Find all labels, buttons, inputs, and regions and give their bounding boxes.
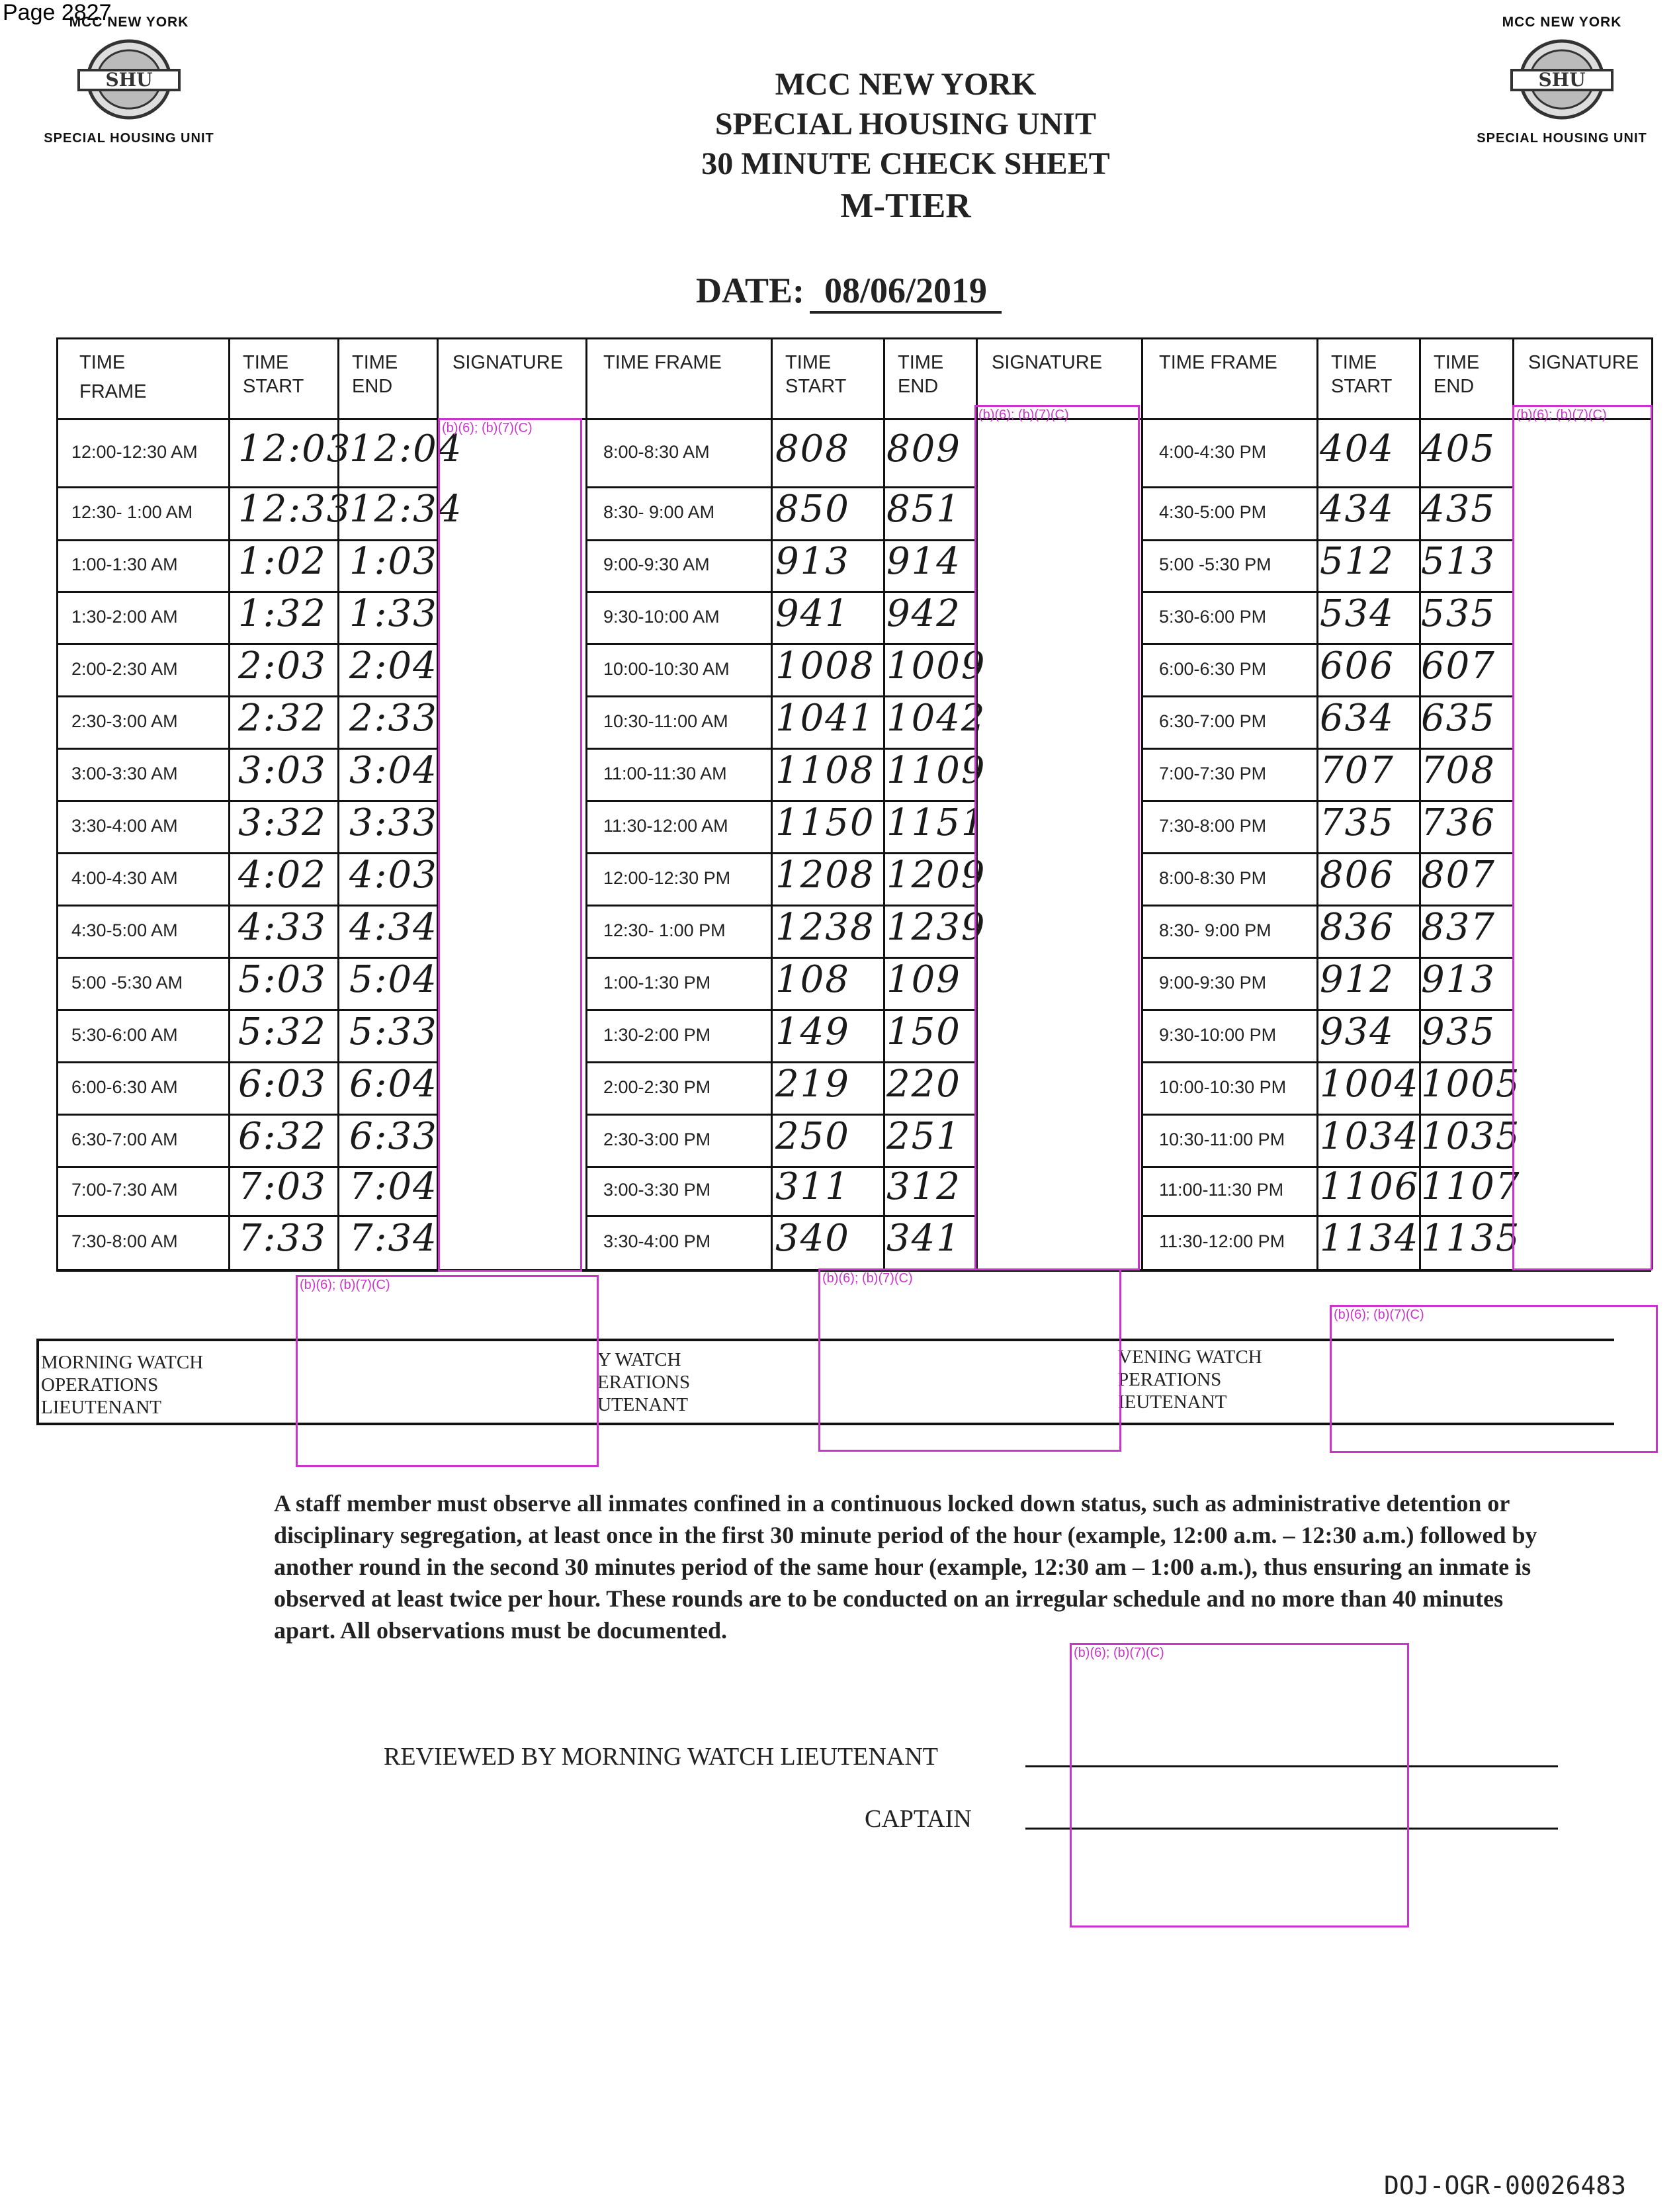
reviewed-by-label: REVIEWED BY MORNING WATCH LIEUTENANT [384,1743,939,1771]
time-end-entry: 109 [886,957,961,1001]
shu-seal-icon [1509,38,1615,121]
shu-seal-icon [76,38,182,121]
morning-lt-label: MORNING WATCH OPERATIONS LIEUTENANT [41,1352,204,1418]
time-frame-cell: 3:00-3:30 AM [71,763,178,783]
header-time-start: START [243,376,304,397]
time-frame-cell: 1:30-2:00 PM [603,1024,711,1045]
time-start-entry: 1:32 [238,592,327,635]
header-time-end: TIME [1434,352,1480,373]
time-start-entry: 1208 [775,853,875,897]
time-start-entry: 1008 [775,644,875,687]
time-frame-cell: 7:00-7:30 PM [1159,763,1267,783]
time-frame-cell: 12:30- 1:00 PM [603,920,726,940]
column-divider [56,337,58,1269]
date-label: DATE: [696,271,805,310]
time-start-entry: 3:32 [238,801,327,844]
time-start-entry: 250 [775,1114,850,1158]
time-start-entry: 404 [1320,427,1395,470]
table-top-border [56,337,1651,339]
time-start-entry: 108 [775,957,850,1001]
time-frame-cell: 7:30-8:00 PM [1159,815,1267,836]
lt-line-left [36,1339,39,1425]
time-start-entry: 2:32 [238,696,327,740]
time-frame-cell: 8:00-8:30 PM [1159,867,1267,888]
time-end-entry: 7:04 [349,1165,438,1208]
time-start-entry: 934 [1320,1010,1395,1053]
time-start-entry: 634 [1320,696,1395,740]
time-end-entry: 1107 [1421,1165,1521,1208]
time-end-entry: 220 [886,1062,961,1106]
time-end-entry: 935 [1421,1010,1496,1053]
column-divider [585,337,587,1269]
header-line-1: MCC NEW YORK [775,67,1037,102]
time-end-entry: 851 [886,488,961,531]
redaction-signature-col3: (b)(6); (b)(7)(C) [1512,405,1653,1270]
time-start-entry: 534 [1320,592,1395,635]
time-frame-cell: 10:00-10:30 PM [1159,1077,1287,1097]
table-header-border [56,418,1651,420]
time-start-entry: 2:03 [238,644,327,687]
time-start-entry: 850 [775,488,850,531]
time-end-entry: 837 [1421,905,1496,949]
time-end-entry: 7:34 [349,1217,438,1260]
time-end-entry: 6:33 [349,1114,438,1158]
header-time-frame: TIME FRAME [603,352,722,373]
header-time-end: END [352,376,393,397]
time-frame-cell: 9:30-10:00 PM [1159,1024,1277,1045]
time-start-entry: 941 [775,592,850,635]
time-start-entry: 7:03 [238,1165,327,1208]
time-frame-cell: 6:30-7:00 AM [71,1129,178,1149]
time-start-entry: 707 [1320,748,1395,792]
time-start-entry: 808 [775,427,850,470]
time-start-entry: 1238 [775,905,875,949]
header-time-frame: FRAME [79,381,147,402]
time-end-entry: 1109 [886,748,986,792]
header-line-2: SPECIAL HOUSING UNIT [714,107,1097,142]
column-divider [1316,337,1318,1269]
time-frame-cell: 7:00-7:30 AM [71,1180,178,1200]
time-end-entry: 405 [1421,427,1496,470]
captain-label: CAPTAIN [865,1805,972,1833]
time-end-entry: 708 [1421,748,1496,792]
time-frame-cell: 1:00-1:30 PM [603,972,711,993]
time-end-entry: 5:04 [349,957,438,1001]
column-divider [771,337,773,1269]
time-frame-cell: 12:00-12:30 PM [603,867,731,888]
time-end-entry: 914 [886,540,961,583]
time-end-entry: 1:33 [349,592,438,635]
time-end-entry: 341 [886,1217,961,1260]
time-frame-cell: 11:30-12:00 AM [603,815,728,836]
column-divider [1141,337,1143,1269]
column-divider [337,337,339,1269]
time-end-entry: 736 [1421,801,1496,844]
time-frame-cell: 4:00-4:30 AM [71,867,178,888]
time-start-entry: 912 [1320,957,1395,1001]
page-label: Page 2827 [3,0,112,25]
time-frame-cell: 8:30- 9:00 AM [603,502,715,522]
time-frame-cell: 6:00-6:30 PM [1159,658,1267,679]
time-end-entry: 809 [886,427,961,470]
time-start-entry: 806 [1320,853,1395,897]
time-frame-cell: 9:00-9:30 AM [603,554,710,574]
time-end-entry: 1151 [886,801,986,844]
time-start-entry: 1041 [775,696,875,740]
time-start-entry: 512 [1320,540,1395,583]
time-end-entry: 435 [1421,488,1496,531]
time-frame-cell: 9:00-9:30 PM [1159,972,1267,993]
notice-text: A staff member must observe all inmates confined in a continuous locked down status, such as administrative detention or disciplinary segregation, at least once in the first 30 minute period of the hour (example, 12:00 a.m. – 12:30 a.m.) followed by another round in the second 30 minutes period of the same hour (example, 12:30 am – 1:00 a.m.), thus ensuring an inmate is observed at least twice per hour. These rounds are to be conducted on an irregular schedule and no more than 40 minutes apart. All observations must be documented. [274,1490,1537,1644]
time-start-entry: 6:32 [238,1114,327,1158]
time-frame-cell: 10:30-11:00 PM [1159,1129,1285,1149]
time-frame-cell: 8:30- 9:00 PM [1159,920,1271,940]
header-time-frame: TIME FRAME [1159,352,1277,373]
time-frame-cell: 11:00-11:30 AM [603,763,727,783]
header-time-start: TIME [243,352,289,373]
time-end-entry: 251 [886,1114,961,1158]
date-value: 08/06/2019 [810,270,1002,314]
time-frame-cell: 2:00-2:30 AM [71,658,178,679]
day-lt-label: Y WATCH ERATIONS UTENANT [597,1349,691,1415]
header-time-start: START [785,376,847,397]
time-start-entry: 4:33 [238,905,327,949]
column-divider [228,337,230,1269]
time-start-entry: 12:33 [238,488,352,531]
time-start-entry: 434 [1320,488,1395,531]
time-frame-cell: 1:30-2:00 AM [71,606,178,627]
time-end-entry: 5:33 [349,1010,438,1053]
time-end-entry: 12:34 [349,488,463,531]
time-frame-cell: 5:00 -5:30 PM [1159,554,1271,574]
redaction-signature-col2: (b)(6); (b)(7)(C) [974,405,1140,1270]
time-start-entry: 311 [775,1165,850,1208]
logo-left-bottom-text: SPECIAL HOUSING UNIT [44,131,214,146]
time-frame-cell: 11:30-12:00 PM [1159,1231,1285,1251]
time-frame-cell: 5:30-6:00 AM [71,1024,178,1045]
time-start-entry: 1034 [1320,1114,1420,1158]
header-time-end: END [898,376,939,397]
time-frame-cell: 11:00-11:30 PM [1159,1180,1284,1200]
time-frame-cell: 2:00-2:30 PM [603,1077,711,1097]
bates-number: DOJ-OGR-00026483 [1383,2171,1626,2200]
time-frame-cell: 5:00 -5:30 AM [71,972,183,993]
time-end-entry: 12:04 [349,427,463,470]
time-end-entry: 1042 [886,696,986,740]
time-frame-cell: 2:30-3:00 PM [603,1129,711,1149]
header-tier: M-TIER [840,187,971,225]
time-start-entry: 6:03 [238,1062,327,1106]
redaction-morning-lt: (b)(6); (b)(7)(C) [296,1275,599,1467]
time-frame-cell: 3:30-4:00 AM [71,815,178,836]
time-start-entry: 606 [1320,644,1395,687]
redaction-signature-col1: (b)(6); (b)(7)(C) [438,418,582,1272]
time-start-entry: 1106 [1320,1165,1420,1208]
header-signature: SIGNATURE [1528,352,1639,373]
logo-right-top-text: MCC NEW YORK [1502,15,1622,30]
time-start-entry: 1004 [1320,1062,1420,1106]
time-frame-cell: 3:00-3:30 PM [603,1180,711,1200]
time-frame-cell: 4:30-5:00 AM [71,920,178,940]
time-start-entry: 3:03 [238,748,327,792]
time-start-entry: 836 [1320,905,1395,949]
time-frame-cell: 1:00-1:30 AM [71,554,178,574]
time-start-entry: 340 [775,1217,850,1260]
time-frame-cell: 6:30-7:00 PM [1159,711,1267,731]
time-end-entry: 2:04 [349,644,438,687]
time-start-entry: 1:02 [238,540,327,583]
time-start-entry: 12:03 [238,427,352,470]
time-end-entry: 913 [1421,957,1496,1001]
time-end-entry: 1035 [1421,1114,1521,1158]
time-frame-cell: 4:00-4:30 PM [1159,441,1267,462]
time-end-entry: 6:04 [349,1062,438,1106]
header-time-end: TIME [352,352,398,373]
time-frame-cell: 12:00-12:30 AM [71,441,198,462]
logo-right-bottom-text: SPECIAL HOUSING UNIT [1477,131,1647,146]
document-header [575,65,1236,228]
header-time-end: TIME [898,352,944,373]
header-signature: SIGNATURE [452,352,564,373]
header-time-start: TIME [785,352,832,373]
redaction-evening-lt: (b)(6); (b)(7)(C) [1330,1305,1658,1453]
header-time-start: START [1331,376,1393,397]
time-end-entry: 535 [1421,592,1496,635]
time-end-entry: 807 [1421,853,1496,897]
time-end-entry: 1:03 [349,540,438,583]
time-frame-cell: 9:30-10:00 AM [603,606,720,627]
time-start-entry: 149 [775,1010,850,1053]
time-start-entry: 1150 [775,801,875,844]
time-end-entry: 312 [886,1165,961,1208]
time-end-entry: 942 [886,592,961,635]
time-end-entry: 4:03 [349,853,438,897]
time-start-entry: 5:32 [238,1010,327,1053]
time-start-entry: 1108 [775,748,875,792]
time-end-entry: 4:34 [349,905,438,949]
evening-lt-label: VENING WATCH PERATIONS IEUTENANT [1118,1347,1262,1413]
time-start-entry: 913 [775,540,850,583]
time-end-entry: 513 [1421,540,1496,583]
time-end-entry: 1135 [1421,1217,1521,1260]
date-field [696,270,1002,314]
time-start-entry: 219 [775,1062,850,1106]
time-frame-cell: 3:30-4:00 PM [603,1231,711,1251]
time-start-entry: 5:03 [238,957,327,1001]
time-start-entry: 1134 [1320,1217,1420,1260]
time-start-entry: 7:33 [238,1217,327,1260]
header-time-start: TIME [1331,352,1377,373]
time-start-entry: 4:02 [238,853,327,897]
time-frame-cell: 5:30-6:00 PM [1159,606,1267,627]
time-frame-cell: 12:30- 1:00 AM [71,502,193,522]
svg-text:SHU: SHU [1538,69,1586,91]
header-signature: SIGNATURE [992,352,1103,373]
logo-left [40,15,218,146]
time-frame-cell: 10:30-11:00 AM [603,711,728,731]
time-frame-cell: 7:30-8:00 AM [71,1231,178,1251]
redaction-day-lt: (b)(6); (b)(7)(C) [818,1268,1121,1452]
logo-right [1473,15,1651,146]
header-time-end: END [1434,376,1475,397]
time-end-entry: 150 [886,1010,961,1053]
header-time-frame: TIME [79,352,126,373]
column-divider [883,337,885,1269]
time-frame-cell: 4:30-5:00 PM [1159,502,1267,522]
time-frame-cell: 2:30-3:00 AM [71,711,178,731]
redaction-review-signature: (b)(6); (b)(7)(C) [1070,1643,1409,1927]
time-frame-cell: 10:00-10:30 AM [603,658,730,679]
time-end-entry: 3:04 [349,748,438,792]
time-start-entry: 735 [1320,801,1395,844]
time-end-entry: 607 [1421,644,1496,687]
time-end-entry: 1009 [886,644,986,687]
time-end-entry: 2:33 [349,696,438,740]
time-frame-cell: 6:00-6:30 AM [71,1077,178,1097]
time-end-entry: 635 [1421,696,1496,740]
logo-left-top-text: MCC NEW YORK [69,15,189,30]
header-line-3: 30 MINUTE CHECK SHEET [701,146,1110,181]
time-end-entry: 1239 [886,905,986,949]
svg-text:SHU: SHU [105,69,153,91]
time-end-entry: 1005 [1421,1062,1521,1106]
time-end-entry: 3:33 [349,801,438,844]
time-frame-cell: 8:00-8:30 AM [603,441,710,462]
time-end-entry: 1209 [886,853,986,897]
